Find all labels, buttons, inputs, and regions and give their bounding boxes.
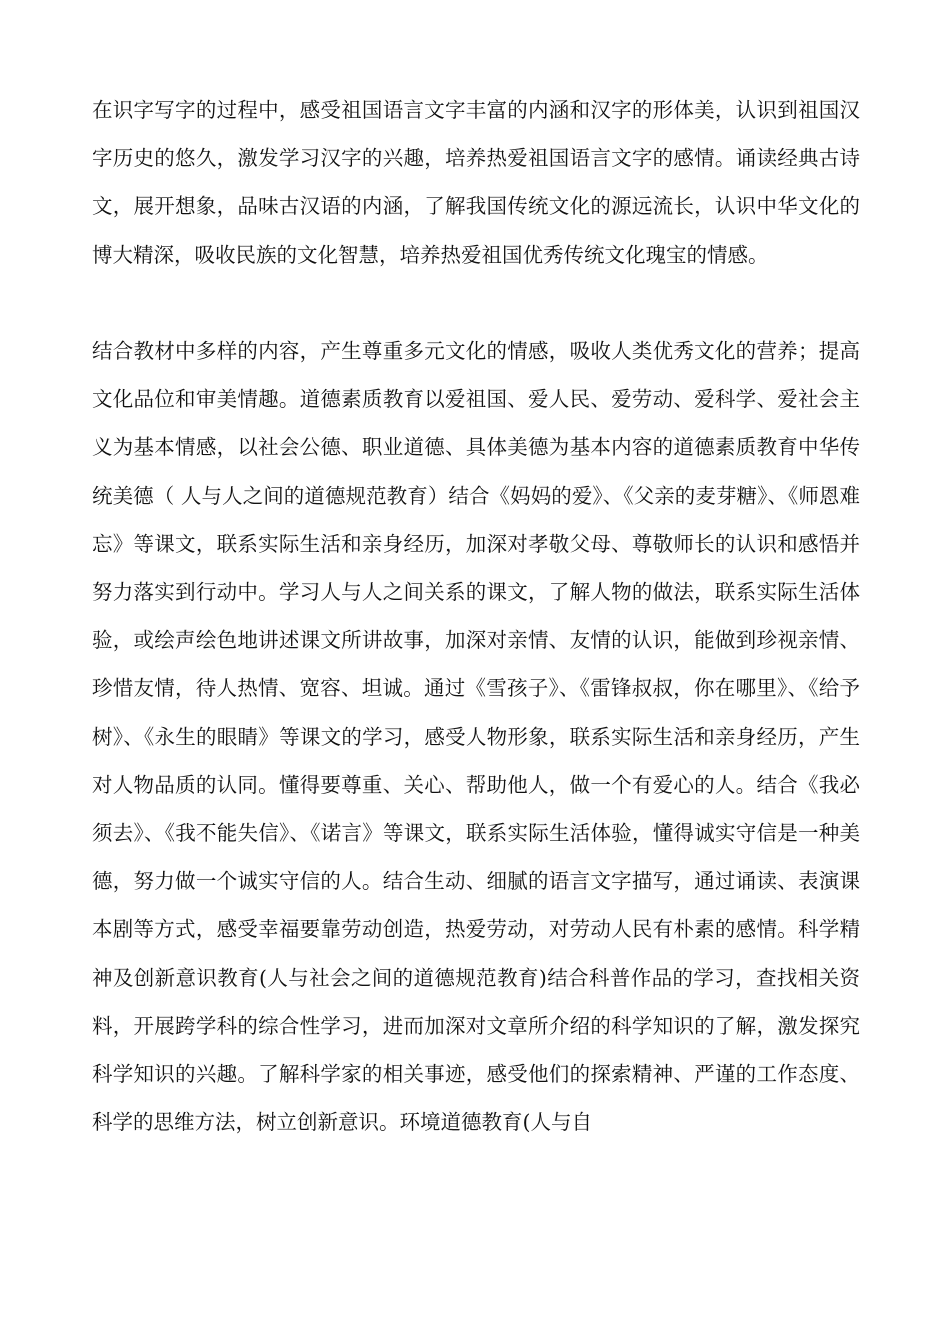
paragraph-moral-education: 结合教材中多样的内容，产生尊重多元文化的情感，吸收人类优秀文化的营养；提高文化品位和审美情趣。道德素质教育以爱祖国、爱人民、爱劳动、爱科学、爱社会主义为基本情感，以社会公德、职业道德、具体美德为基本内容的道德素质教育中华传统美德（ 人与人之间的道德规范教育）结合《妈妈的爱》、《父亲的麦芽糖》、《师恩难忘》等课文，联系实际生活和亲身经历，加深对孝敬父母、尊敬师长的认识和感悟并努力落实到行动中。学习人与人之间关系的课文，了解人物的做法，联系实际生活体验，或绘声绘色地讲述课文所讲故事，加深对亲情、友情的认识，能做到珍视亲情、珍惜友情，待人热情、宽容、坦诚。通过《雪孩子》、《雷锋叔叔，你在哪里》、《给予树》、《永生的眼睛》等课文的学习，感受人物形象，联系实际生活和亲身经历，产生对人物品质的认同。懂得要尊重、关心、帮助他人，做一个有爱心的人。结合《我必须去》、《我不能失信》、《诺言》等课文，联系实际生活体验，懂得诚实守信是一种美德，努力做一个诚实守信的人。结合生动、细腻的语言文字描写，通过诵读、表演课本剧等方式，感受幸福要靠劳动创造，热爱劳动，对劳动人民有朴素的感情。科学精神及创新意识教育(人与社会之间的道德规范教育)结合科普作品的学习，查找相关资料，开展跨学科的综合性学习，进而加深对文章所介绍的科学知识的了解，激发探究科学知识的兴趣。了解科学家的相关事迹，感受他们的探索精神、严谨的工作态度、科学的思维方法，树立创新意识。环境道德教育(人与自	[92, 339, 860, 1135]
paragraph-chinese-culture: 在识字写字的过程中，感受祖国语言文字丰富的内涵和汉字的形体美，认识到祖国汉字历史的悠久，激发学习汉字的兴趣，培养热爱祖国语言文字的感情。诵读经典古诗文，展开想象，品味古汉语的内涵，了解我国传统文化的源远流长，认识中华文化的博大精深，吸收民族的文化智慧，培养热爱祖国优秀传统文化瑰宝的情感。	[92, 98, 860, 267]
